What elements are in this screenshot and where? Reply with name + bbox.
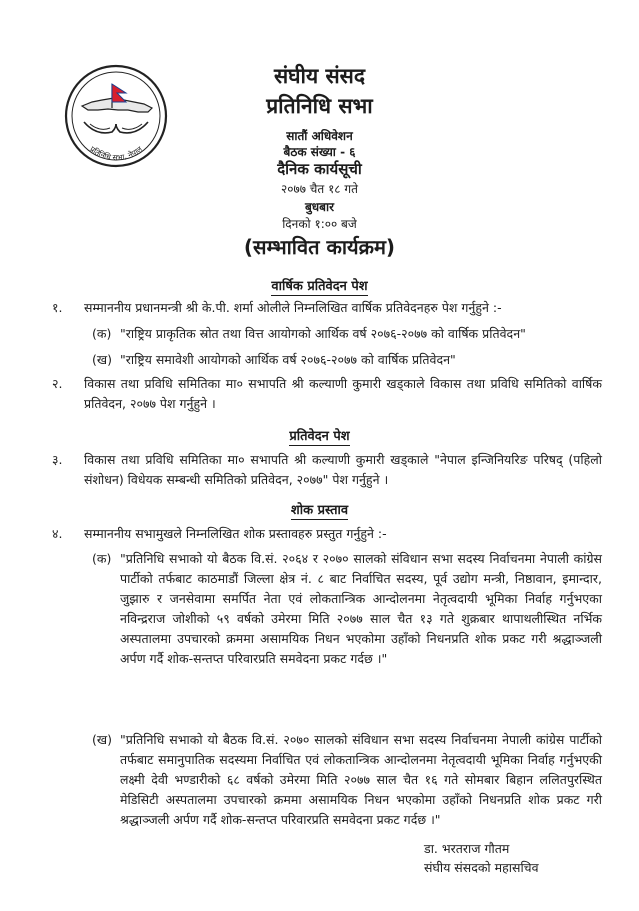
agenda-weekday: बुधबार	[304, 200, 335, 214]
subitem-label: (क)	[92, 551, 112, 566]
title-federal-parliament: संघीय संसद	[273, 64, 366, 88]
signatory-name: डा. भरतराज गौतम	[424, 841, 510, 856]
subitem-text: "प्रतिनिधि सभाको यो बैठक वि.सं. २०६४ र २०७० सालको संविधान सभा सदस्य निर्वाचनमा नेपाली कांग्रेस पार्टीको तर्फबाट काठमाडौं जिल्ला क्षेत्र नं. ८ बाट निर्वाचित सदस्य, पूर्व उद्योग मन्त्री, निष्ठावान, इमान्दार, जुझारु र जनसेवामा समर्पित नेता एवं लोकतान्त्रिक आन्दोलनमा नेतृत्वदायी भूमिका निर्वाह गर्नुभएका नविन्द्रराज जोशीको ५९ वर्षको उमेरमा मिति २०७७ साल चैत १३ गते शुक्रबार थापाथलीस्थित नर्भिक अस्पतालमा उपचारको क्रममा असामयिक निधन भएकोमा उहाँको निधनप्रति शोक प्रकट गरी श्रद्धाञ्जली अर्पण गर्दै शोक-सन्तप्त परिवारप्रति समवेदना प्रकट गर्दछ ।"	[120, 551, 602, 666]
signatory-designation: संघीय संसदको महासचिव	[424, 860, 539, 875]
agenda-date: २०७७ चैत १८ गते	[281, 182, 358, 196]
emblem-circle-text: प्रतिनिधि सभा, नेपाल	[88, 144, 144, 163]
item-text: सम्माननीय सभामुखले निम्नलिखित शोक प्रस्तावहरु प्रस्तुत गर्नुहुने :-	[84, 526, 387, 541]
subitem-label: (ख)	[92, 732, 112, 747]
item-number: ३.	[52, 452, 63, 467]
meeting-number: बैठक संख्या - ६	[283, 145, 356, 159]
svg-text:प्रतिनिधि सभा, नेपाल	[88, 144, 144, 162]
agenda-title: दैनिक कार्यसूची	[277, 160, 362, 178]
session-label: सातौं अधिवेशन	[286, 129, 353, 143]
title-house-of-representatives: प्रतिनिधि सभा	[266, 94, 373, 118]
agenda-time: दिनको १:०० बजे	[282, 217, 357, 231]
subitem-label: (क)	[92, 326, 112, 341]
item-text: सम्माननीय प्रधानमन्त्री श्री के.पी. शर्मा ओलीले निम्नलिखित वार्षिक प्रतिवेदनहरु पेश गर्नुहुने :-	[84, 300, 502, 315]
section-heading-condolence	[150, 500, 489, 518]
section-heading-annual-reports	[150, 276, 489, 294]
section-heading-text: शोक प्रस्ताव	[290, 503, 349, 518]
item-number: १.	[52, 300, 63, 315]
item-text: विकास तथा प्रविधि समितिका मा० सभापति श्री कल्याणी कुमारी खड्काले "नेपाल इन्जिनियरिङ परिषद् (पहिलो संशोधन) विधेयक सम्बन्धी समितिको प्रतिवेदन, २०७७" पेश गर्नुहुने ।	[84, 452, 602, 487]
item-number: ४.	[52, 526, 63, 541]
item-number: २.	[52, 376, 63, 391]
section-heading-text: प्रतिवेदन पेश	[289, 429, 350, 444]
subitem-label: (ख)	[92, 352, 112, 367]
item-text: विकास तथा प्रविधि समितिका मा० सभापति श्री कल्याणी कुमारी खड्काले विकास तथा प्रविधि समितिको वार्षिक प्रतिवेदन, २०७७ पेश गर्नुहुने ।	[84, 376, 602, 411]
subitem-text: "राष्ट्रिय समावेशी आयोगको आर्थिक वर्ष २०७६-२०७७ को वार्षिक प्रतिवेदन"	[120, 352, 456, 367]
subitem-text: "राष्ट्रिय प्राकृतिक स्रोत तथा वित्त आयोगको आर्थिक वर्ष २०७६-२०७७ को वार्षिक प्रतिवेदन"	[120, 326, 526, 341]
section-heading-report-submission	[150, 426, 489, 444]
section-heading-text: वार्षिक प्रतिवेदन पेश	[271, 279, 368, 294]
agenda-subtitle: (सम्भावित कार्यक्रम)	[243, 235, 396, 259]
subitem-text: "प्रतिनिधि सभाको यो बैठक वि.सं. २०७० सालको संविधान सभा सदस्य निर्वाचनमा नेपाली कांग्रेस पार्टीको तर्फबाट समानुपातिक सदस्यमा निर्वाचित एवं लोकतान्त्रिक आन्दोलनमा नेतृत्वदायी भूमिका निर्वाह गर्नुभएकी लक्ष्मी देवी भण्डारीको ६८ वर्षको उमेरमा मिति २०७७ साल चैत १६ गते सोमबार बिहान ललितपुरस्थित मेडिसिटी अस्पतालमा उपचारको क्रममा असामयिक निधन भएकोमा उहाँको निधनप्रति शोक प्रकट गरी श्रद्धाञ्जली अर्पण गर्दै शोक-सन्तप्त परिवारप्रति समवेदना प्रकट गर्दछ ।"	[120, 732, 602, 827]
